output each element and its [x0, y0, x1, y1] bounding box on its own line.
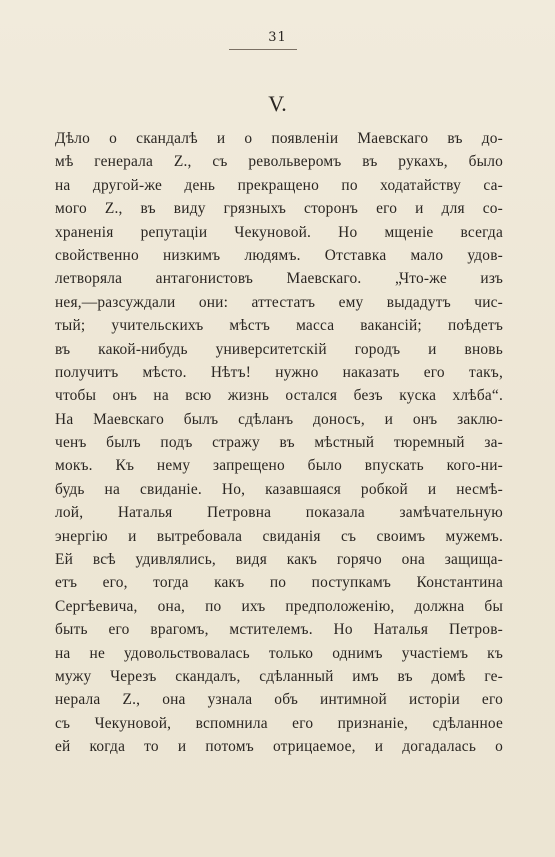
text-line: мокъ. Къ нему запрещено было впускать кого-ни-: [55, 457, 503, 475]
text-line: Дѣло о скандалѣ и о появленіи Маевскаго въ до-: [55, 130, 503, 147]
text-line: мужу Черезъ скандалъ, сдѣланный имъ въ домѣ ге-: [55, 667, 503, 685]
text-line: съ Чекуновой, вспомнила его признаніе, сдѣланное: [55, 714, 503, 732]
text-line: получитъ мѣсто. Нѣтъ! нужно наказать его такъ,: [55, 363, 503, 381]
text-line: етъ его, тогда какъ по поступкамъ Константина: [55, 574, 503, 592]
text-line: свойственно низкимъ людямъ. Отставка мало удов-: [55, 246, 503, 264]
text-line: храненія репутаціи Чекуновой. Но мщеніе всегда: [55, 223, 503, 241]
header-rule: [229, 49, 297, 50]
text-line: летворяла антагонистовъ Маевскаго. „Что-же изъ: [55, 270, 503, 288]
page-number: 31: [268, 30, 287, 45]
text-line: мѣ генерала Z., съ револьверомъ въ рукахъ, было: [55, 153, 503, 171]
text-line: Ей всѣ удивлялись, видя какъ горячо она защища-: [55, 551, 503, 569]
text-line: быть его врагомъ, мстителемъ. Но Наталья Петров-: [55, 621, 503, 639]
text-line: чтобы онъ на всю жизнь остался безъ куска хлѣба“.: [55, 387, 503, 405]
text-line: тый; учительскихъ мѣстъ масса вакансій; поѣдетъ: [55, 317, 503, 335]
text-line: энергію и вытребовала свиданія съ своимъ мужемъ.: [55, 527, 503, 545]
text-line: ей когда то и потомъ отрицаемое, и догадалась о: [55, 738, 503, 756]
text-line: лой, Наталья Петровна показала замѣчательную: [55, 504, 503, 522]
text-line: на не удовольствовалась только однимъ участіемъ къ: [55, 644, 503, 662]
text-line: ченъ былъ подъ стражу въ мѣстный тюремный за-: [55, 434, 503, 452]
text-line: Сергѣевича, она, по ихъ предположенію, должна бы: [55, 597, 503, 615]
text-line: на другой-же день прекращено по ходатайству са-: [55, 176, 503, 194]
text-line: На Маевскаго былъ сдѣланъ доносъ, и онъ заклю-: [55, 410, 503, 428]
text-line: будь на свиданіе. Но, казавшаяся робкой и несмѣ-: [55, 480, 503, 498]
chapter-heading: V.: [268, 91, 287, 116]
text-line: въ какой-нибудь университетскій городъ и вновь: [55, 340, 503, 358]
body-text: [55, 127, 503, 759]
text-line: нерала Z., она узнала объ интимной исторіи его: [55, 691, 503, 709]
text-line: мого Z., въ виду грязныхъ сторонъ его и для со-: [55, 200, 503, 218]
text-line: нея,—разсуждали они: аттестатъ ему выдадутъ чис-: [55, 293, 503, 311]
